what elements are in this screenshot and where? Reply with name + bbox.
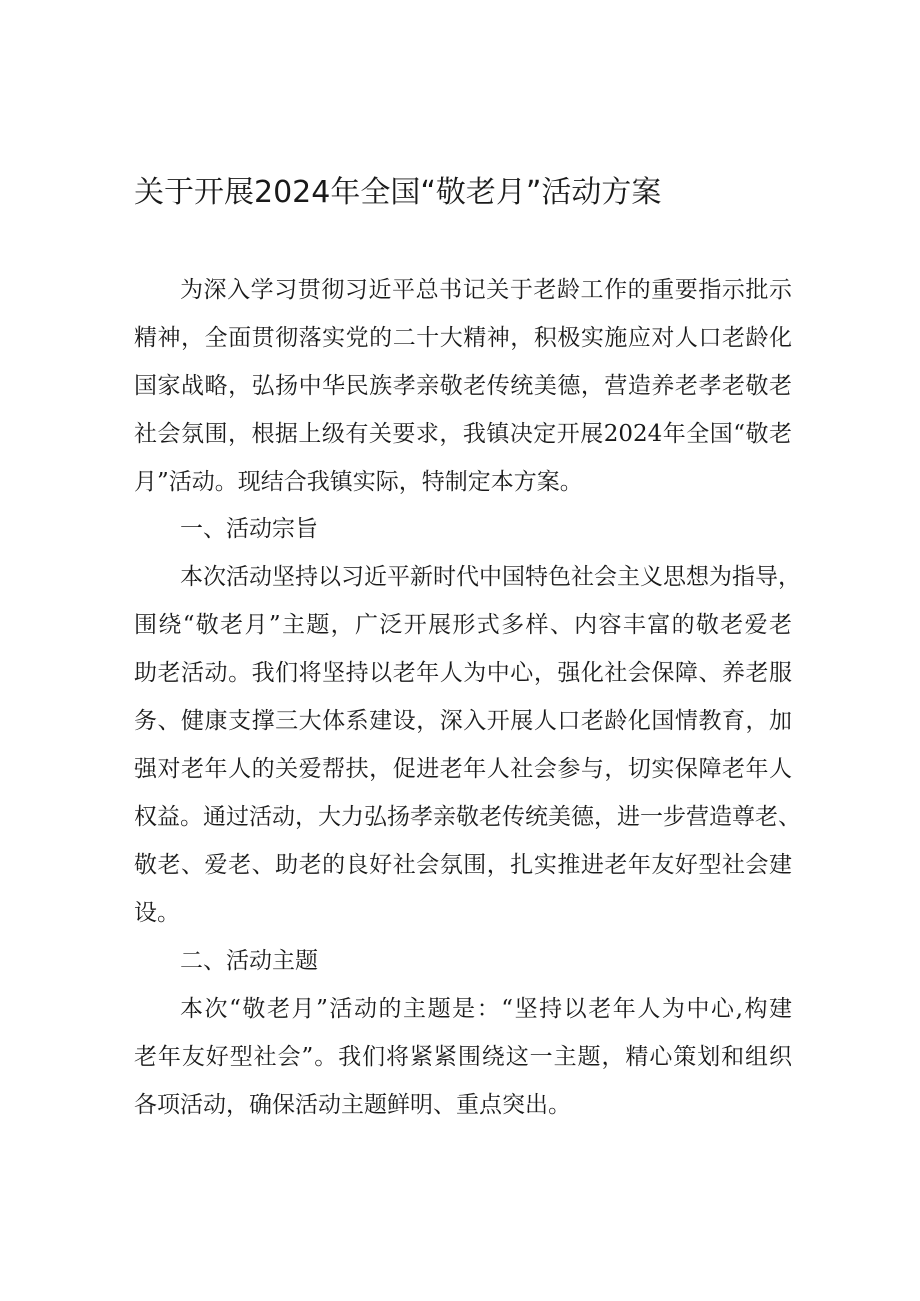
paragraph-line: 精神，全面贯彻落实党的二十大精神，积极实施应对人口老龄化 xyxy=(134,325,792,351)
document-title: 关于开展2024年全国“敬老月”活动方案 xyxy=(134,175,662,210)
paragraph-line: 各项活动，确保活动主题鲜明、重点突出。 xyxy=(134,1092,571,1118)
purpose-paragraph xyxy=(134,553,801,937)
paragraph-line: 助老活动。我们将坚持以老年人为中心，强化社会保障、养老服 xyxy=(134,660,792,686)
paragraph-line: 为深入学习贯彻习近平总书记关于老龄工作的重要指示批示 xyxy=(180,277,792,303)
paragraph-line: 务、健康支撑三大体系建设，深入开展人口老龄化国情教育，加 xyxy=(134,708,792,734)
paragraph-line: 社会氛围，根据上级有关要求，我镇决定开展2024年全国“敬老 xyxy=(134,421,792,447)
section-heading-purpose: 一、活动宗旨 xyxy=(180,516,318,542)
paragraph-line: 围绕“敬老月”主题，广泛开展形式多样、内容丰富的敬老爱老 xyxy=(134,612,792,638)
paragraph-line: 设。 xyxy=(134,900,180,926)
paragraph-line: 本次活动坚持以习近平新时代中国特色社会主义思想为指导， xyxy=(180,564,801,590)
section-heading-theme: 二、活动主题 xyxy=(180,948,318,974)
theme-paragraph xyxy=(134,985,792,1129)
paragraph-line: 强对老年人的关爱帮扶，促进老年人社会参与，切实保障老年人 xyxy=(134,756,792,782)
paragraph-line: 国家战略，弘扬中华民族孝亲敬老传统美德，营造养老孝老敬老 xyxy=(134,373,792,399)
intro-paragraph xyxy=(134,266,792,506)
paragraph-line: 敬老、爱老、助老的良好社会氛围，扎实推进老年友好型社会建 xyxy=(134,852,792,878)
paragraph-line: 本次“敬老月”活动的主题是：“坚持以老年人为中心,构建 xyxy=(180,996,792,1022)
paragraph-line: 老年友好型社会”。我们将紧紧围绕这一主题，精心策划和组织 xyxy=(134,1044,792,1070)
paragraph-line: 月”活动。现结合我镇实际，特制定本方案。 xyxy=(134,469,583,495)
paragraph-line: 权益。通过活动，大力弘扬孝亲敬老传统美德，进一步营造尊老、 xyxy=(134,804,801,830)
